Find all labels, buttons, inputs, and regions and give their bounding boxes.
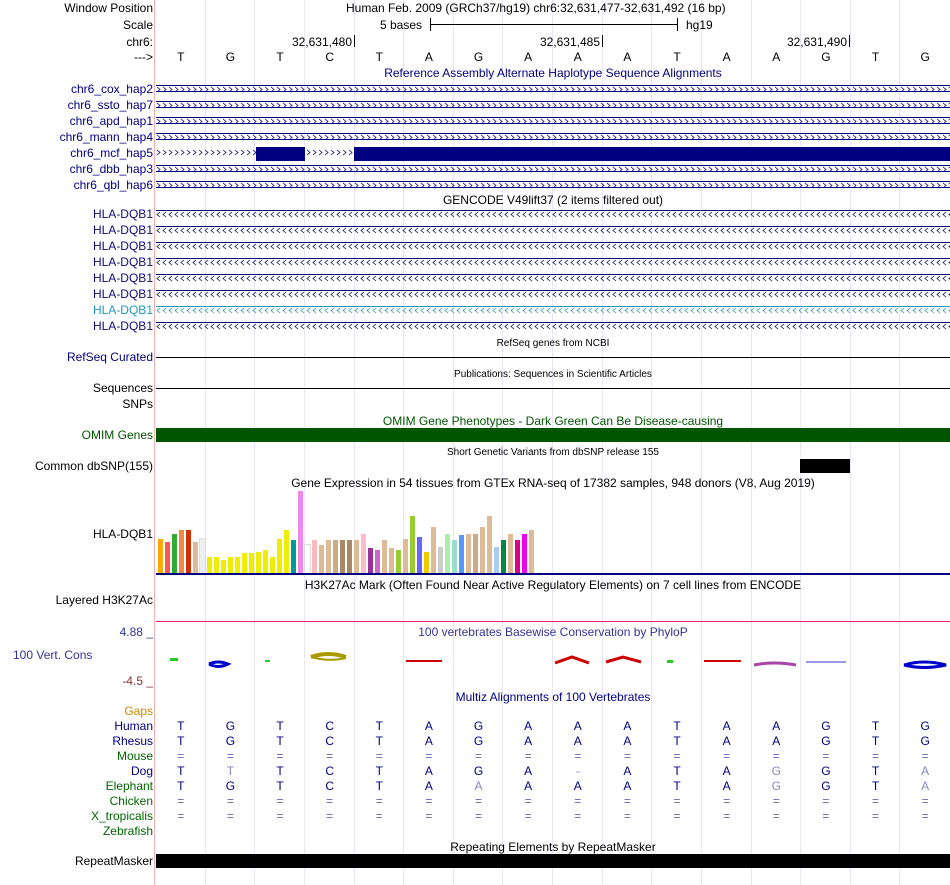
dbsnp-label[interactable]: Common dbSNP(155) (34, 459, 153, 473)
multiz-base: A (424, 779, 433, 793)
base-letter: C (325, 50, 335, 64)
multiz-species-label[interactable]: X_tropicalis (90, 809, 153, 823)
multiz-base: = (475, 749, 483, 763)
multiz-base: = (872, 809, 880, 823)
multiz-base: = (475, 809, 483, 823)
gencode-transcript[interactable] (156, 226, 950, 233)
multiz-base: G (821, 779, 831, 793)
multiz-base: T (673, 734, 681, 748)
multiz-species-label[interactable]: Zebrafish (102, 824, 153, 838)
gtex-tissue-bar[interactable] (200, 539, 205, 573)
gtex-tissue-bar[interactable] (459, 535, 464, 573)
multiz-base: = (326, 794, 334, 808)
gtex-tissue-bar[interactable] (403, 539, 408, 573)
window-position-label: Window Position (64, 1, 153, 15)
multiz-base: = (375, 794, 383, 808)
tick-label: 32,631,490 (786, 35, 847, 49)
gtex-tissue-bar[interactable] (319, 545, 324, 573)
gtex-tissue-bar[interactable] (263, 550, 268, 573)
multiz-base: = (921, 794, 929, 808)
multiz-base: C (325, 779, 335, 793)
alt-haplotype-label[interactable]: chr6_apd_hap1 (69, 114, 153, 128)
base-letter: T (276, 50, 284, 64)
multiz-base: = (375, 809, 383, 823)
multiz-base: A (573, 779, 582, 793)
gencode-transcript[interactable] (156, 210, 950, 217)
multiz-base: G (821, 734, 831, 748)
multiz-base: A (524, 734, 533, 748)
chrom-label: chr6: (126, 35, 153, 49)
multiz-base: T (226, 764, 235, 778)
dbsnp-title[interactable]: Short Genetic Variants from dbSNP release 155 (447, 447, 659, 458)
multiz-base: G (771, 779, 781, 793)
omim-feature[interactable] (156, 428, 950, 442)
gtex-tissue-bar[interactable] (487, 516, 492, 573)
multiz-base: = (226, 809, 234, 823)
alt-haplotype-track[interactable] (156, 117, 950, 124)
base-letter: A (573, 50, 582, 64)
gtex-tissue-bar[interactable] (508, 534, 513, 573)
multiz-base: G (473, 734, 484, 748)
gtex-tissue-bar[interactable] (347, 540, 352, 573)
multiz-base: = (772, 794, 780, 808)
multiz-species-label[interactable]: Mouse (116, 749, 153, 763)
multiz-base: G (821, 764, 831, 778)
multiz-base: T (871, 719, 880, 733)
alt-haplotype-label[interactable]: chr6_qbl_hap6 (73, 178, 153, 192)
gtex-tissue-bar[interactable] (389, 548, 394, 573)
base-letter: A (524, 50, 533, 64)
gencode-gene-label[interactable]: HLA-DQB1 (92, 255, 153, 269)
multiz-base: = (574, 794, 582, 808)
gtex-tissue-bar[interactable] (529, 530, 534, 573)
alt-haplotype-label[interactable]: chr6_ssto_hap7 (67, 98, 153, 112)
gtex-tissue-bar[interactable] (179, 530, 184, 573)
multiz-base: A (573, 734, 582, 748)
multiz-base: = (524, 794, 532, 808)
alt-haplotype-label[interactable]: chr6_dbb_hap3 (69, 162, 153, 176)
gencode-gene-label[interactable]: HLA-DQB1 (92, 271, 153, 285)
multiz-species-label[interactable]: Rhesus (112, 734, 153, 748)
gtex-tissue-bar[interactable] (193, 542, 198, 573)
gtex-tissue-bar[interactable] (452, 540, 457, 573)
alt-haplotype-track[interactable] (156, 165, 950, 172)
multiz-base: = (872, 749, 880, 763)
multiz-base: = (177, 794, 185, 808)
scale-bar-right-tick (677, 18, 678, 31)
gtex-tissue-bar[interactable] (368, 548, 373, 573)
multiz-base: T (177, 719, 185, 733)
multiz-base: = (723, 749, 731, 763)
gencode-transcript[interactable] (156, 258, 950, 265)
haplotype-block[interactable] (256, 147, 305, 161)
base-letter: T (673, 50, 681, 64)
multiz-base: A (772, 734, 781, 748)
multiz-base: = (326, 749, 334, 763)
gtex-tissue-bar[interactable] (221, 560, 226, 573)
multiz-base: = (822, 749, 830, 763)
base-letter: G (821, 50, 831, 64)
alt-haplotype-track[interactable] (156, 85, 950, 92)
base-letter: A (722, 50, 731, 64)
phylop-glyph (667, 660, 673, 663)
base-letter: G (473, 50, 484, 64)
scale-db: hg19 (686, 18, 713, 32)
gtex-tissue-bar[interactable] (256, 552, 261, 573)
refseq-label[interactable]: RefSeq Curated (66, 350, 153, 364)
multiz-base: A (524, 764, 533, 778)
phylop-title[interactable]: 100 vertebrates Basewise Conservation by PhyloP (418, 625, 688, 639)
multiz-base: A (722, 779, 731, 793)
multiz-base: = (723, 794, 731, 808)
base-letter: T (177, 50, 185, 64)
multiz-base: = (673, 749, 681, 763)
alt-haplotype-label[interactable]: chr6_mcf_hap5 (70, 146, 153, 160)
multiz-base: = (425, 749, 433, 763)
gtex-tissue-bar[interactable] (312, 540, 317, 573)
gtex-tissue-bar[interactable] (354, 540, 359, 573)
multiz-base: T (375, 779, 383, 793)
multiz-base: = (574, 749, 582, 763)
alt-haplotype-track[interactable] (156, 181, 950, 188)
sequences-label[interactable]: Sequences (92, 381, 153, 395)
phylop-glyph (555, 657, 589, 663)
gtex-label[interactable]: HLA-DQB1 (92, 527, 153, 541)
multiz-base: T (375, 764, 383, 778)
multiz-species-label[interactable]: Chicken (109, 794, 153, 808)
multiz-title[interactable]: Multiz Alignments of 100 Vertebrates (455, 690, 651, 704)
gtex-axis (156, 573, 950, 575)
publications-title[interactable]: Publications: Sequences in Scientific Articles (454, 369, 652, 380)
gtex-tissue-bar[interactable] (277, 539, 282, 573)
omim-title[interactable]: OMIM Gene Phenotypes - Dark Green Can Be Disease-causing (382, 414, 724, 428)
alt-haplotype-track[interactable] (156, 133, 950, 140)
multiz-gaps-label: Gaps (124, 704, 153, 718)
gtex-tissue-bar[interactable] (515, 540, 520, 573)
multiz-base: G (473, 764, 484, 778)
alt-haplotypes-title[interactable]: Reference Assembly Alternate Haplotype Sequence Alignments (384, 66, 722, 80)
gtex-tissue-bar[interactable] (207, 557, 212, 573)
scale-bar-left-tick (430, 18, 431, 31)
multiz-base: = (425, 794, 433, 808)
multiz-base: T (177, 764, 185, 778)
multiz-base: A (722, 764, 731, 778)
multiz-base: G (821, 719, 831, 733)
gencode-gene-label[interactable]: HLA-DQB1 (92, 207, 153, 221)
publications-line (156, 388, 950, 389)
gencode-title[interactable]: GENCODE V49lift37 (2 items filtered out) (442, 193, 664, 207)
multiz-base: = (425, 809, 433, 823)
gtex-tissue-bar[interactable] (270, 557, 275, 573)
refseq-title[interactable]: RefSeq genes from NCBI (496, 338, 610, 349)
multiz-base: T (871, 734, 880, 748)
gtex-tissue-bar[interactable] (473, 534, 478, 573)
gtex-tissue-bar[interactable] (333, 540, 338, 573)
phylop-glyph (170, 658, 178, 661)
gtex-tissue-bar[interactable] (158, 539, 163, 573)
multiz-base: = (475, 794, 483, 808)
multiz-base: T (673, 779, 681, 793)
snps-label[interactable]: SNPs (122, 397, 153, 411)
phylop-glyph (754, 663, 796, 665)
base-letter: A (424, 50, 433, 64)
multiz-base: = (623, 794, 631, 808)
tick-mark (354, 35, 355, 47)
phylop-logo (156, 650, 950, 672)
multiz-base: = (276, 749, 284, 763)
multiz-base: = (673, 809, 681, 823)
gencode-gene-label[interactable]: HLA-DQB1 (92, 303, 153, 317)
multiz-base: = (872, 794, 880, 808)
gtex-tissue-bar[interactable] (431, 527, 436, 573)
phylop-glyph (265, 660, 270, 662)
base-letter: A (623, 50, 632, 64)
multiz-base: T (177, 734, 185, 748)
multiz-base: G (920, 719, 930, 733)
gtex-tissue-bar[interactable] (522, 534, 527, 573)
multiz-base: = (673, 794, 681, 808)
multiz-base: = (623, 749, 631, 763)
phylop-glyph (311, 654, 346, 657)
multiz-base: A (623, 764, 632, 778)
multiz-base: T (871, 779, 880, 793)
multiz-base: G (225, 734, 236, 748)
phylop-glyph (606, 657, 641, 662)
phylop-glyph (904, 662, 946, 668)
haplotype-block[interactable] (354, 147, 950, 161)
multiz-base: T (375, 719, 383, 733)
gtex-tissue-bar[interactable] (466, 534, 471, 573)
gtex-tissue-bar[interactable] (326, 540, 331, 573)
gtex-tissue-bar[interactable] (375, 550, 380, 573)
multiz-base: T (276, 764, 284, 778)
repeatmasker-label[interactable]: RepeatMasker (74, 854, 153, 868)
phylop-label[interactable]: 100 Vert. Cons (13, 648, 93, 662)
gtex-tissue-bar[interactable] (228, 557, 233, 573)
multiz-base: G (920, 734, 930, 748)
multiz-base: G (225, 779, 236, 793)
window-title: Human Feb. 2009 (GRCh37/hg19) chr6:32,631,477-32,631,492 (16 bp) (346, 1, 726, 15)
multiz-base: T (276, 719, 284, 733)
tick-label: 32,631,485 (539, 35, 600, 49)
gtex-tissue-bar[interactable] (417, 537, 422, 573)
gencode-transcript[interactable] (156, 290, 950, 297)
multiz-base: = (524, 809, 532, 823)
multiz-base: = (226, 749, 234, 763)
base-letter: T (871, 50, 880, 64)
gtex-tissue-bar[interactable] (438, 547, 443, 573)
multiz-base: C (325, 719, 335, 733)
multiz-base: = (177, 809, 185, 823)
gencode-gene-label[interactable]: HLA-DQB1 (92, 223, 153, 237)
left-guide-line (154, 0, 155, 885)
gencode-transcript[interactable] (156, 322, 950, 329)
multiz-base: = (822, 809, 830, 823)
multiz-base: A (424, 734, 433, 748)
multiz-base: = (276, 794, 284, 808)
multiz-base: A (474, 779, 483, 793)
repeatmasker-feature[interactable] (156, 854, 950, 868)
base-letter: G (920, 50, 930, 64)
multiz-base: = (326, 809, 334, 823)
gtex-tissue-bar[interactable] (410, 516, 415, 573)
tick-mark (849, 35, 850, 47)
h3k27ac-line (156, 621, 950, 622)
gencode-gene-label[interactable]: HLA-DQB1 (92, 287, 153, 301)
multiz-base: T (871, 764, 880, 778)
multiz-base: T (276, 779, 284, 793)
gencode-transcript[interactable] (156, 274, 950, 281)
multiz-base: A (921, 764, 930, 778)
gtex-title[interactable]: Gene Expression in 54 tissues from GTEx RNA-seq of 17382 samples, 948 donors (V8, Aug 2019) (291, 476, 815, 490)
multiz-base: = (574, 809, 582, 823)
gtex-tissue-bar[interactable] (172, 534, 177, 573)
multiz-base: A (623, 779, 632, 793)
gtex-tissue-bar[interactable] (305, 545, 310, 573)
gtex-tissue-bar[interactable] (214, 557, 219, 573)
gtex-tissue-bar[interactable] (284, 530, 289, 573)
multiz-base: = (226, 794, 234, 808)
base-letter: G (225, 50, 236, 64)
scale-text: 5 bases (380, 18, 423, 32)
multiz-species-label[interactable]: Dog (130, 764, 153, 778)
tick-label: 32,631,480 (291, 35, 352, 49)
gencode-transcript[interactable] (156, 306, 950, 313)
gtex-tissue-bar[interactable] (445, 534, 450, 573)
multiz-base: A (722, 719, 731, 733)
omim-label[interactable]: OMIM Genes (81, 428, 153, 442)
multiz-base: = (921, 749, 929, 763)
alt-haplotype-track[interactable] (156, 101, 950, 108)
multiz-base: G (771, 764, 781, 778)
gtex-tissue-bar[interactable] (249, 553, 254, 573)
multiz-base: T (276, 734, 284, 748)
multiz-base: A (573, 719, 582, 733)
gtex-tissue-bar[interactable] (291, 540, 296, 573)
gtex-tissue-bar[interactable] (382, 540, 387, 573)
multiz-base: A (424, 764, 433, 778)
multiz-species-label[interactable]: Elephant (105, 779, 153, 793)
multiz-base: = (921, 809, 929, 823)
multiz-base: A (623, 734, 632, 748)
multiz-base: A (424, 719, 433, 733)
refseq-line (156, 357, 950, 358)
multiz-base: C (325, 764, 335, 778)
phylop-min: -4.5 _ (122, 674, 153, 688)
multiz-base: G (473, 719, 484, 733)
multiz-base: A (722, 734, 731, 748)
scale-label: Scale (122, 18, 153, 32)
phylop-glyph (209, 662, 228, 667)
gtex-tissue-bar[interactable] (165, 542, 170, 573)
gtex-tissue-bar[interactable] (424, 552, 429, 573)
dbsnp-variant[interactable] (800, 459, 850, 473)
multiz-base: A (623, 719, 632, 733)
multiz-base: = (375, 749, 383, 763)
gtex-tissue-bar[interactable] (186, 530, 191, 573)
gtex-tissue-bar[interactable] (494, 547, 499, 573)
gtex-tissue-bar[interactable] (361, 534, 366, 573)
repeatmasker-title[interactable]: Repeating Elements by RepeatMasker (450, 840, 656, 854)
tick-mark (602, 35, 603, 47)
gtex-tissue-bar[interactable] (480, 527, 485, 573)
gtex-tissue-bar[interactable] (501, 540, 506, 573)
multiz-base: = (772, 809, 780, 823)
h3k27ac-label[interactable]: Layered H3K27Ac (55, 593, 153, 607)
gencode-transcript[interactable] (156, 242, 950, 249)
scale-bar (430, 24, 677, 25)
multiz-base: G (225, 719, 236, 733)
gtex-tissue-bar[interactable] (396, 550, 401, 573)
multiz-base: T (375, 734, 383, 748)
multiz-base: = (772, 749, 780, 763)
multiz-base: - (575, 764, 580, 778)
multiz-base: = (623, 809, 631, 823)
alt-haplotype-label[interactable]: chr6_cox_hap2 (70, 82, 153, 96)
multiz-base: = (276, 809, 284, 823)
multiz-base: = (723, 809, 731, 823)
base-letter: A (772, 50, 781, 64)
multiz-base: C (325, 734, 335, 748)
multiz-base: A (921, 779, 930, 793)
multiz-base: A (772, 719, 781, 733)
base-letter: T (375, 50, 383, 64)
h3k27ac-title[interactable]: H3K27Ac Mark (Often Found Near Active Regulatory Elements) on 7 cell lines from ENCODE (304, 578, 802, 592)
gtex-tissue-bar[interactable] (298, 491, 303, 573)
multiz-base: T (177, 779, 185, 793)
gtex-tissue-bar[interactable] (242, 553, 247, 573)
alt-haplotype-label[interactable]: chr6_mann_hap4 (59, 130, 153, 144)
strand-arrow-label: ---> (134, 50, 153, 64)
gtex-tissue-bar[interactable] (340, 540, 345, 573)
multiz-base: = (177, 749, 185, 763)
multiz-base: = (524, 749, 532, 763)
gencode-gene-label[interactable]: HLA-DQB1 (92, 239, 153, 253)
multiz-base: A (524, 779, 533, 793)
gtex-tissue-bar[interactable] (235, 557, 240, 573)
multiz-base: T (673, 719, 681, 733)
gencode-gene-label[interactable]: HLA-DQB1 (92, 319, 153, 333)
multiz-species-label[interactable]: Human (114, 719, 153, 733)
multiz-base: A (524, 719, 533, 733)
multiz-base: T (673, 764, 681, 778)
multiz-base: = (822, 794, 830, 808)
phylop-max: 4.88 _ (119, 625, 153, 639)
